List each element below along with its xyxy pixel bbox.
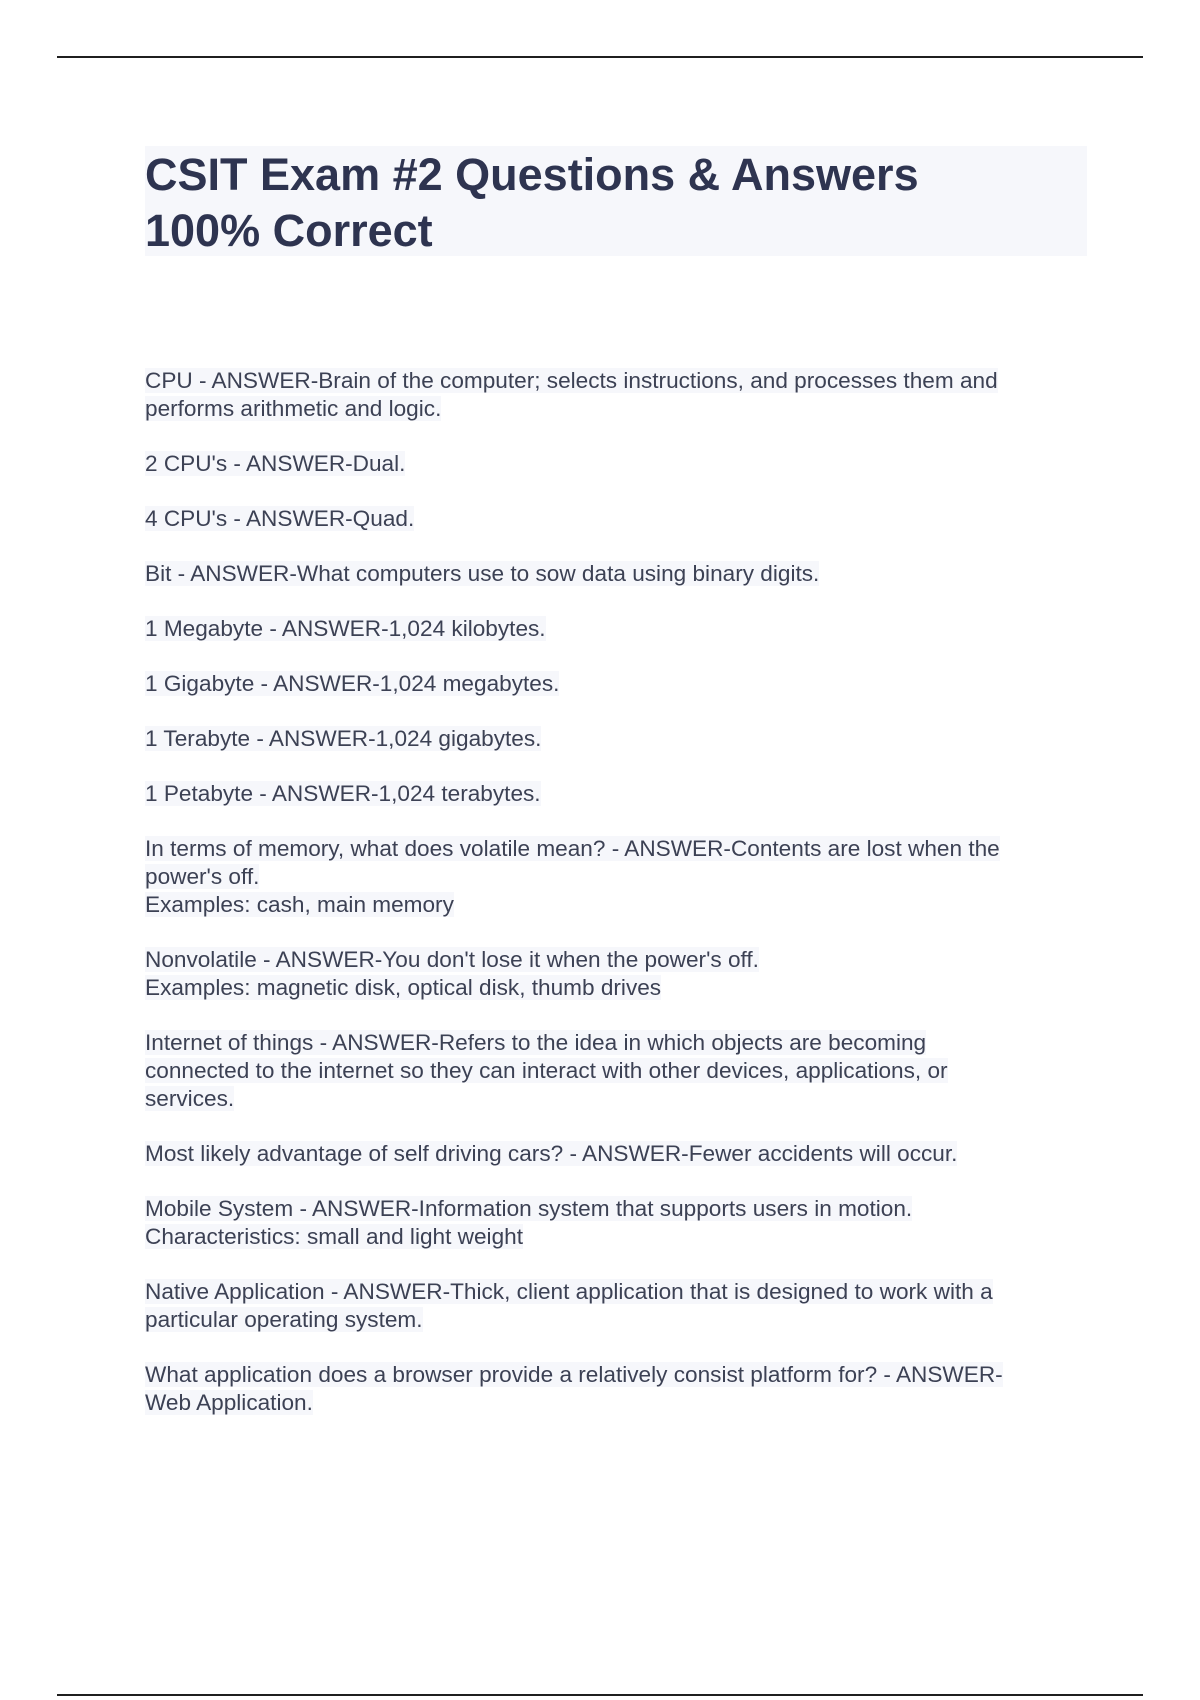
qa-item xyxy=(145,1278,1085,1334)
qa-text: particular operating system. xyxy=(145,1307,423,1332)
qa-line xyxy=(145,505,1085,533)
qa-item xyxy=(145,1140,1085,1168)
qa-text: Web Application. xyxy=(145,1390,313,1415)
qa-text: 1 Gigabyte - ANSWER-1,024 megabytes. xyxy=(145,671,560,696)
qa-text: Characteristics: small and light weight xyxy=(145,1224,523,1249)
qa-item xyxy=(145,835,1085,919)
qa-line xyxy=(145,1223,1085,1251)
qa-item xyxy=(145,615,1085,643)
qa-line xyxy=(145,725,1085,753)
qa-item xyxy=(145,946,1085,1002)
qa-line xyxy=(145,946,1085,974)
qa-line xyxy=(145,367,1085,395)
qa-line xyxy=(145,670,1085,698)
qa-line xyxy=(145,863,1085,891)
qa-line xyxy=(145,1140,1085,1168)
qa-text: Bit - ANSWER-What computers use to sow data using binary digits. xyxy=(145,561,820,586)
qa-text: 2 CPU's - ANSWER-Dual. xyxy=(145,451,406,476)
qa-line xyxy=(145,891,1085,919)
qa-text: 1 Megabyte - ANSWER-1,024 kilobytes. xyxy=(145,616,546,641)
qa-text: Most likely advantage of self driving cars? - ANSWER-Fewer accidents will occur. xyxy=(145,1141,958,1166)
document-title-line: 100% Correct xyxy=(145,205,433,256)
qa-text: 4 CPU's - ANSWER-Quad. xyxy=(145,506,415,531)
qa-item xyxy=(145,560,1085,588)
qa-line xyxy=(145,450,1085,478)
qa-item xyxy=(145,1361,1085,1417)
qa-text: In terms of memory, what does volatile mean? - ANSWER-Contents are lost when the xyxy=(145,836,1000,861)
qa-text: connected to the internet so they can interact with other devices, applications, or xyxy=(145,1058,948,1083)
qa-text: Internet of things - ANSWER-Refers to the idea in which objects are becoming xyxy=(145,1030,927,1055)
qa-line xyxy=(145,1389,1085,1417)
qa-item xyxy=(145,1029,1085,1113)
qa-line xyxy=(145,1278,1085,1306)
qa-line xyxy=(145,1085,1085,1113)
qa-line xyxy=(145,1057,1085,1085)
qa-item xyxy=(145,367,1085,423)
qa-text: Examples: magnetic disk, optical disk, thumb drives xyxy=(145,975,662,1000)
document-title-line: CSIT Exam #2 Questions & Answers xyxy=(145,149,919,200)
qa-text: Examples: cash, main memory xyxy=(145,892,454,917)
qa-item xyxy=(145,670,1085,698)
qa-line xyxy=(145,1029,1085,1057)
title-block xyxy=(145,146,1087,256)
qa-item xyxy=(145,450,1085,478)
qa-text: Nonvolatile - ANSWER-You don't lose it when the power's off. xyxy=(145,947,759,972)
qa-line xyxy=(145,615,1085,643)
qa-text: Native Application - ANSWER-Thick, client application that is designed to work with a xyxy=(145,1279,993,1304)
qa-line xyxy=(145,1195,1085,1223)
qa-text: performs arithmetic and logic. xyxy=(145,396,442,421)
qa-text: CPU - ANSWER-Brain of the computer; selects instructions, and processes them and xyxy=(145,368,998,393)
qa-item xyxy=(145,780,1085,808)
qa-item xyxy=(145,1195,1085,1251)
qa-text: power's off. xyxy=(145,864,260,889)
qa-line xyxy=(145,1306,1085,1334)
qa-item xyxy=(145,725,1085,753)
qa-text: Mobile System - ANSWER-Information system that supports users in motion. xyxy=(145,1196,913,1221)
qa-line xyxy=(145,560,1085,588)
qa-text: services. xyxy=(145,1086,235,1111)
qa-item xyxy=(145,505,1085,533)
qa-text: 1 Petabyte - ANSWER-1,024 terabytes. xyxy=(145,781,541,806)
qa-text: What application does a browser provide a relatively consist platform for? - ANSWER- xyxy=(145,1362,1003,1387)
top-divider xyxy=(57,56,1143,58)
qa-text: 1 Terabyte - ANSWER-1,024 gigabytes. xyxy=(145,726,542,751)
qa-line xyxy=(145,780,1085,808)
qa-line xyxy=(145,835,1085,863)
qa-line xyxy=(145,1361,1085,1389)
bottom-divider xyxy=(57,1694,1143,1696)
document-title xyxy=(145,147,1087,259)
qa-line xyxy=(145,395,1085,423)
qa-line xyxy=(145,974,1085,1002)
qa-list xyxy=(145,367,1085,1444)
